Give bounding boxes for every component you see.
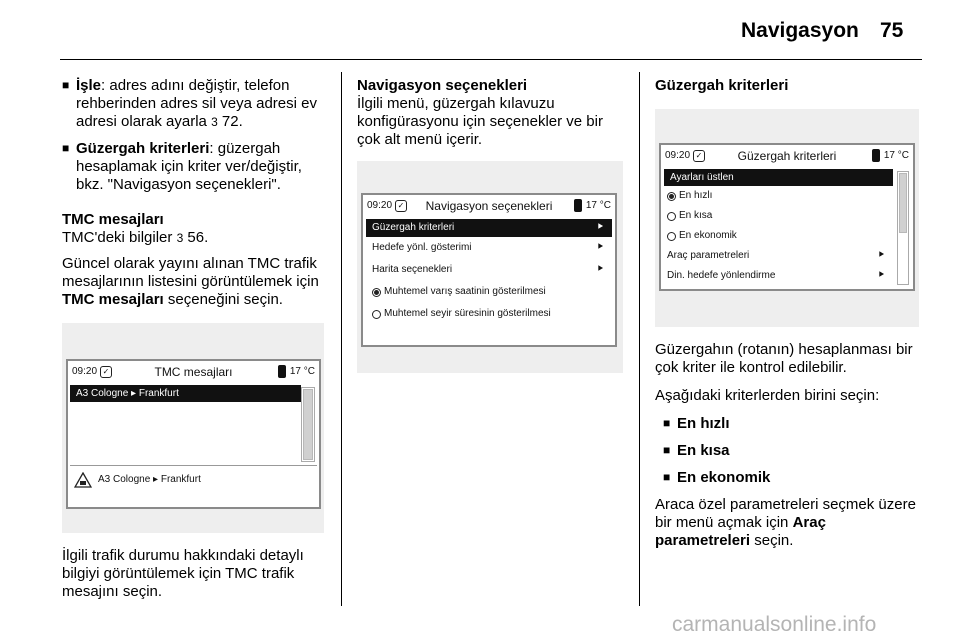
- radio-travel-time[interactable]: Muhtemel seyir süresinin gösterilmesi: [366, 303, 612, 325]
- bullet-square-icon: ■: [663, 416, 671, 430]
- bullet-square-icon: ■: [663, 470, 671, 484]
- column-3: [655, 77, 923, 560]
- radio-arrival-time[interactable]: Muhtemel varış saatinin gösterilmesi: [366, 281, 612, 303]
- thermometer-icon: [872, 149, 880, 162]
- page-ref: 72.: [217, 113, 243, 130]
- chevron-right-icon: ⯈: [596, 222, 604, 233]
- clock: 09:20: [665, 150, 691, 161]
- menu-item-dynamic-guidance[interactable]: Din. hedefe yönlendirme ⯈: [667, 270, 885, 281]
- menu-item-map-options[interactable]: Harita seçenekleri ⯈: [372, 264, 604, 275]
- traffic-warning-icon: [74, 472, 92, 488]
- tmc-message-selected[interactable]: A3 Cologne ▸ Frankfurt: [70, 385, 301, 402]
- route-criteria-paragraph-3: Araca özel parametreleri seçmek üzere bir menü açmak için Araç parametreleri seçin.: [655, 496, 916, 549]
- thermometer-icon: [278, 365, 286, 378]
- menu-item-vehicle-params[interactable]: Araç parametreleri ⯈: [667, 250, 885, 261]
- figure-route-criteria-screen: [655, 109, 919, 327]
- navigation-mode-icon: ✓: [100, 366, 112, 378]
- screen-route-criteria: [659, 143, 915, 291]
- screen-title: Güzergah kriterleri: [737, 148, 837, 163]
- header-rule: [60, 59, 922, 60]
- bullet-square-icon: ■: [663, 443, 671, 457]
- nav-options-paragraph: İlgili menü, güzergah kılavuzu konfigürasyonu için seçenekler ve bir çok alt menü içerir.: [357, 95, 603, 148]
- bullet-isle: [62, 77, 328, 131]
- tmc-paragraph: Güncel olarak yayını alınan TMC trafik mesajlarının listesini görüntülemek için TMC mesajları seçeneğini seçin.: [62, 255, 319, 308]
- thermometer-icon: [574, 199, 582, 212]
- tmc-detail-paragraph: İlgili trafik durumu hakkındaki detaylı bilgiyi görüntülemek için TMC trafik mesajını seçin.: [62, 547, 304, 600]
- section-heading-route-criteria: Güzergah kriterleri: [655, 77, 789, 94]
- radio-selected-icon: [667, 192, 676, 201]
- menu-item-route-criteria[interactable]: Güzergah kriterleri ⯈: [366, 219, 612, 237]
- radio-unselected-icon: [372, 310, 381, 319]
- page-ref-arrow-icon: 3: [176, 231, 184, 245]
- screen-nav-options: [361, 193, 617, 347]
- figure-tmc-screen: [62, 323, 324, 533]
- radio-fastest[interactable]: En hızlı: [661, 186, 893, 206]
- screen-title: TMC mesajları: [154, 364, 233, 379]
- scrollbar[interactable]: [301, 387, 315, 462]
- chevron-right-icon: ⯈: [877, 250, 885, 261]
- route-criteria-paragraph-1: Güzergahın (rotanın) hesaplanması bir çok kriter ile kontrol edilebilir.: [655, 341, 913, 376]
- figure-nav-options-screen: [357, 161, 623, 373]
- scrollbar-thumb[interactable]: [303, 389, 313, 460]
- column-2: [357, 77, 629, 373]
- menu-item-apply-settings[interactable]: Ayarları üstlen: [664, 169, 893, 186]
- watermark: carmanualsonline.info: [672, 613, 877, 636]
- screen-status-bar: [363, 195, 615, 217]
- radio-selected-icon: [372, 288, 381, 297]
- page-header-title: Navigasyon: [741, 19, 859, 42]
- section-heading-nav-options: Navigasyon seçenekleri: [357, 77, 528, 94]
- scrollbar[interactable]: [897, 171, 909, 285]
- page-ref-arrow-icon: 3: [211, 115, 218, 129]
- navigation-mode-icon: ✓: [693, 150, 705, 162]
- bullet-text: : adres adını değiştir, telefon rehberinden adres sil veya adresi ev adresi olarak ayarla: [76, 77, 317, 130]
- column-divider-2: [639, 72, 640, 606]
- scrollbar-thumb[interactable]: [899, 173, 907, 233]
- option-shortest: ■ En kısa: [663, 442, 730, 459]
- radio-economic[interactable]: En ekonomik: [661, 226, 893, 246]
- bullet-route-criteria: [62, 140, 328, 194]
- navigation-mode-icon: ✓: [395, 200, 407, 212]
- radio-unselected-icon: [667, 232, 676, 241]
- column-1: [62, 77, 328, 611]
- tmc-ref: TMC'deki bilgiler 3 56.: [62, 229, 209, 246]
- bullet-square-icon: ■: [62, 78, 70, 92]
- screen-status-bar: [661, 145, 913, 167]
- chevron-right-icon: ⯈: [596, 264, 604, 275]
- temperature: 17 °C: [289, 365, 315, 377]
- screen-tmc: [66, 359, 321, 509]
- option-economic: ■ En ekonomik: [663, 469, 771, 486]
- bullet-term: Güzergah kriterleri: [76, 140, 210, 157]
- clock: 09:20: [72, 366, 98, 377]
- radio-shortest[interactable]: En kısa: [661, 206, 893, 226]
- temperature: 17 °C: [883, 149, 909, 161]
- clock: 09:20: [367, 200, 393, 211]
- tmc-message-detail: A3 Cologne ▸ Frankfurt: [68, 469, 319, 491]
- chevron-right-icon: ⯈: [596, 242, 604, 253]
- option-fastest: ■ En hızlı: [663, 415, 730, 432]
- bullet-text: : güzergah hesaplamak için kriter ver/değiştir, bkz. "Navigasyon seçenekleri".: [76, 140, 302, 193]
- section-heading-tmc: TMC mesajları: [62, 211, 164, 228]
- screen-title: Navigasyon seçenekleri: [425, 198, 553, 213]
- bullet-square-icon: ■: [62, 141, 70, 155]
- page-number: 75: [880, 19, 904, 42]
- temperature: 17 °C: [585, 199, 611, 211]
- route-criteria-paragraph-2: Aşağıdaki kriterlerden birini seçin:: [655, 387, 880, 404]
- menu-item-destination-display[interactable]: Hedefe yönl. gösterimi ⯈: [372, 242, 604, 253]
- column-divider-1: [341, 72, 342, 606]
- bullet-term: İşle: [76, 77, 102, 94]
- screen-status-bar: [68, 361, 319, 383]
- chevron-right-icon: ⯈: [877, 270, 885, 281]
- radio-unselected-icon: [667, 212, 676, 221]
